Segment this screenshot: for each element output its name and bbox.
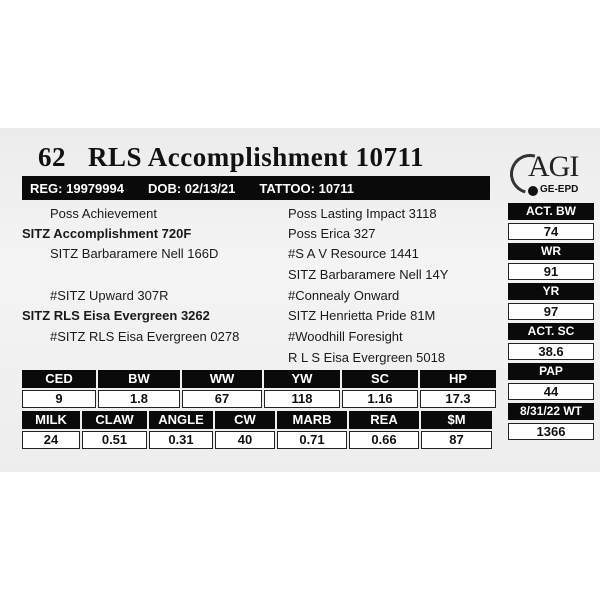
- epd-header-sc: SC: [342, 370, 418, 388]
- epd-value-marb: 0.71: [277, 431, 347, 449]
- pedigree-dam-sire: #SITZ Upward 307R: [50, 288, 169, 303]
- lot-number: 62: [38, 142, 66, 172]
- epd-value-claw: 0.51: [82, 431, 147, 449]
- tattoo: TATTOO: 10711: [259, 180, 355, 196]
- act-sc-label: ACT. SC: [508, 323, 594, 340]
- epd-value-rea: 0.66: [349, 431, 419, 449]
- epd-value-cw: 40: [215, 431, 275, 449]
- epd-header-cw: CW: [215, 411, 275, 429]
- dot-icon: [528, 186, 538, 196]
- logo-brand: AGI: [528, 150, 579, 183]
- epd-header-rea: REA: [349, 411, 419, 429]
- epd-value-yw: 118: [264, 390, 340, 408]
- epd-value-angle: 0.31: [149, 431, 213, 449]
- yr-value: 97: [508, 303, 594, 320]
- pedigree-gen3-4: SITZ Barbaramere Nell 14Y: [288, 267, 449, 282]
- epd-header-yw: YW: [264, 370, 340, 388]
- epd-header-bw: BW: [98, 370, 180, 388]
- pedigree-gen3-7: #Woodhill Foresight: [288, 329, 403, 344]
- epd-header-row: [22, 370, 498, 388]
- epd-value-m: 87: [421, 431, 492, 449]
- epd-header-claw: CLAW: [82, 411, 147, 429]
- pedigree-dam-dam: #SITZ RLS Eisa Evergreen 0278: [50, 329, 240, 344]
- pedigree-gen3-1: Poss Lasting Impact 3118: [288, 206, 437, 221]
- epd-header-m: $M: [421, 411, 492, 429]
- act-bw-label: ACT. BW: [508, 203, 594, 220]
- epd-value-row: [22, 431, 494, 449]
- act-sc-value: 38.6: [508, 343, 594, 360]
- agi-logo: [508, 150, 600, 202]
- epd-header-ww: WW: [182, 370, 262, 388]
- weight-value: 1366: [508, 423, 594, 440]
- pedigree-sire-sire: Poss Achievement: [50, 206, 157, 221]
- act-bw-value: 74: [508, 223, 594, 240]
- epd-value-bw: 1.8: [98, 390, 180, 408]
- animal-name: RLS Accomplishment 10711: [88, 142, 425, 172]
- epd-value-ww: 67: [182, 390, 262, 408]
- epd-header-ced: CED: [22, 370, 96, 388]
- pedigree-gen3-5: #Connealy Onward: [288, 288, 400, 303]
- epd-value-milk: 24: [22, 431, 80, 449]
- pap-value: 44: [508, 383, 594, 400]
- performance-panel: [508, 203, 594, 443]
- epd-value-ced: 9: [22, 390, 96, 408]
- wr-value: 91: [508, 263, 594, 280]
- epd-value-hp: 17.3: [420, 390, 496, 408]
- pedigree-gen3-2: Poss Erica 327: [288, 226, 376, 241]
- epd-header-hp: HP: [420, 370, 496, 388]
- dob: DOB: 02/13/21: [147, 180, 236, 196]
- epd-header-angle: ANGLE: [149, 411, 213, 429]
- epd-value-sc: 1.16: [342, 390, 418, 408]
- pedigree-gen3-8: R L S Eisa Evergreen 5018: [288, 350, 446, 365]
- epd-value-row: [22, 390, 498, 408]
- reg-number: REG: 19979994: [30, 180, 124, 196]
- pedigree-dam: SITZ RLS Eisa Evergreen 3262: [22, 308, 210, 323]
- id-bar: [22, 176, 490, 200]
- epd-grid-1: [22, 370, 498, 408]
- pedigree-gen3-6: SITZ Henrietta Pride 81M: [288, 308, 436, 323]
- logo-sub: GE-EPD: [540, 184, 579, 195]
- epd-header-row: [22, 411, 494, 429]
- wr-label: WR: [508, 243, 594, 260]
- epd-header-milk: MILK: [22, 411, 80, 429]
- epd-header-marb: MARB: [277, 411, 347, 429]
- pedigree-sire-dam: SITZ Barbaramere Nell 166D: [50, 246, 219, 261]
- weight-label: 8/31/22 WT: [508, 403, 594, 420]
- pedigree-sire: SITZ Accomplishment 720F: [22, 226, 192, 241]
- yr-label: YR: [508, 283, 594, 300]
- lot-title: [38, 142, 424, 173]
- epd-grid-2: [22, 411, 494, 449]
- pedigree-gen3-3: #S A V Resource 1441: [288, 246, 419, 261]
- pap-label: PAP: [508, 363, 594, 380]
